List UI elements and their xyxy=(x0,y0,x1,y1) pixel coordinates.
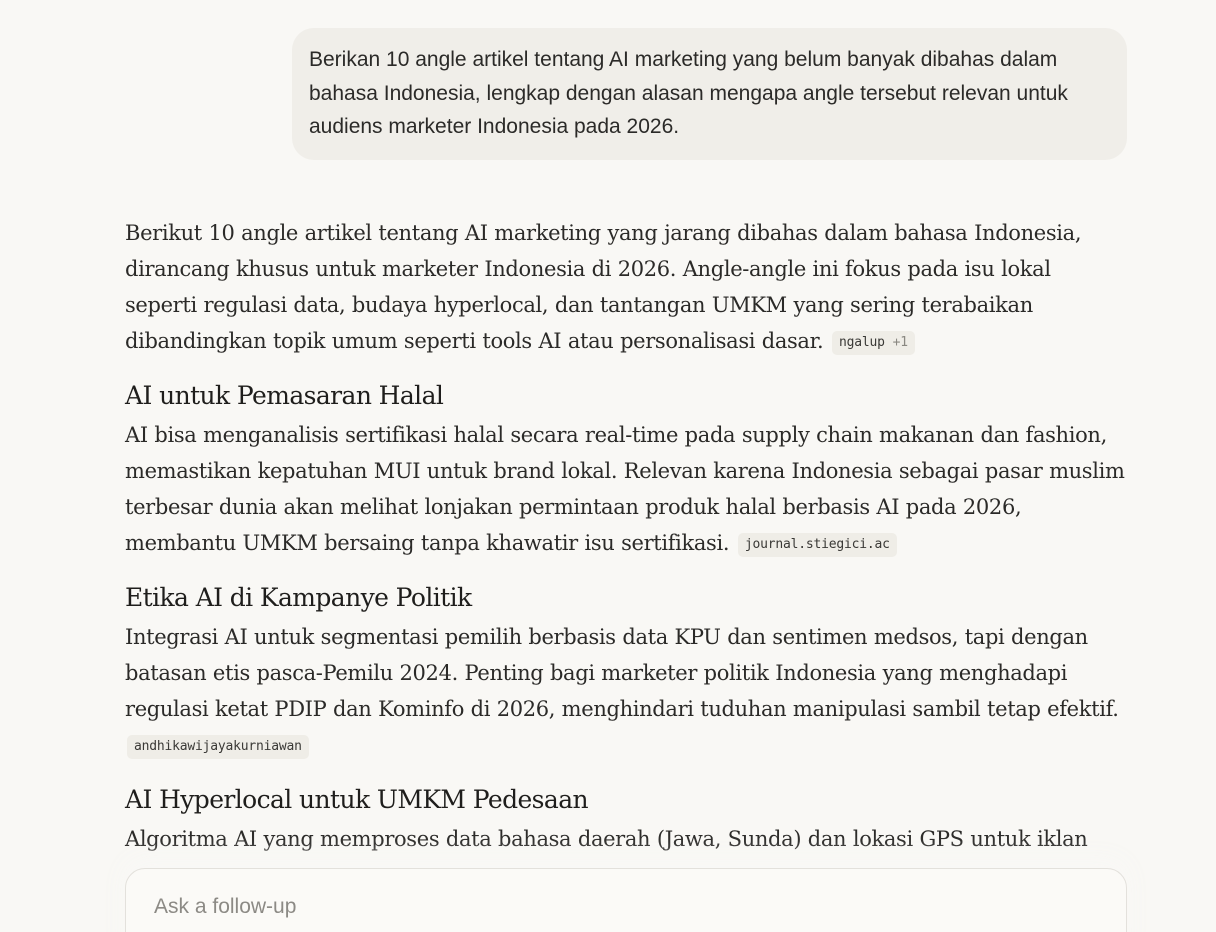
user-message-bubble xyxy=(292,28,1127,160)
section-body-text: AI bisa menganalisis sertifikasi halal secara real-time pada supply chain makanan dan fashion, memastikan kepatuhan MUI untuk brand lokal. Relevan karena Indonesia sebagai pasar muslim terbesar dunia akan melihat lonjakan permintaan produk halal berbasis AI pada 2026, membantu UMKM bersaing tanpa khawatir isu sertifikasi. xyxy=(125,423,1125,555)
citation-source: ngalup xyxy=(838,335,885,350)
citation-extra-count: +1 xyxy=(892,335,908,350)
section-heading: Etika AI di Kampanye Politik xyxy=(125,583,472,612)
assistant-answer xyxy=(125,215,1125,857)
follow-up-composer xyxy=(125,868,1127,932)
answer-intro xyxy=(125,215,1125,359)
follow-up-input[interactable] xyxy=(154,895,1054,919)
section-body-text: Integrasi AI untuk segmentasi pemilih berbasis data KPU dan sentimen medsos, tapi dengan batasan etis pasca-Pemilu 2024. Penting bagi marketer politik Indonesia yang menghadapi regulasi ketat PDIP dan Kominfo di 2026, menghindari tuduhan manipulasi sambil tetap efektif. xyxy=(125,625,1119,721)
citation-chip[interactable] xyxy=(738,533,897,557)
user-message-text: Berikan 10 angle artikel tentang AI marketing yang belum banyak dibahas dalam bahasa Indonesia, lengkap dengan alasan mengapa angle tersebut relevan untuk audiens marketer Indonesia pada 2026. xyxy=(309,48,1068,138)
answer-intro-text: Berikut 10 angle artikel tentang AI marketing yang jarang dibahas dalam bahasa Indonesia, dirancang khusus untuk marketer Indonesia di 2026. Angle-angle ini fokus pada isu lokal seperti regulasi data, budaya hyperlocal, dan tantangan UMKM yang sering terabaikan dibandingkan topik umum seperti tools AI atau personalisasi dasar. xyxy=(125,221,1082,353)
section-body-text: Algoritma AI yang memproses data bahasa daerah (Jawa, Sunda) dan lokasi GPS untuk iklan xyxy=(125,827,1088,851)
section-body xyxy=(125,619,1125,763)
section-body xyxy=(125,417,1125,561)
section-heading: AI untuk Pemasaran Halal xyxy=(125,381,444,410)
section-heading: AI Hyperlocal untuk UMKM Pedesaan xyxy=(125,785,589,814)
citation-chip[interactable] xyxy=(832,331,915,355)
citation-source: journal.stiegici.ac xyxy=(744,537,890,552)
section-body xyxy=(125,821,1125,857)
citation-source: andhikawijayakurniawan xyxy=(134,739,302,754)
citation-chip[interactable] xyxy=(127,735,309,759)
